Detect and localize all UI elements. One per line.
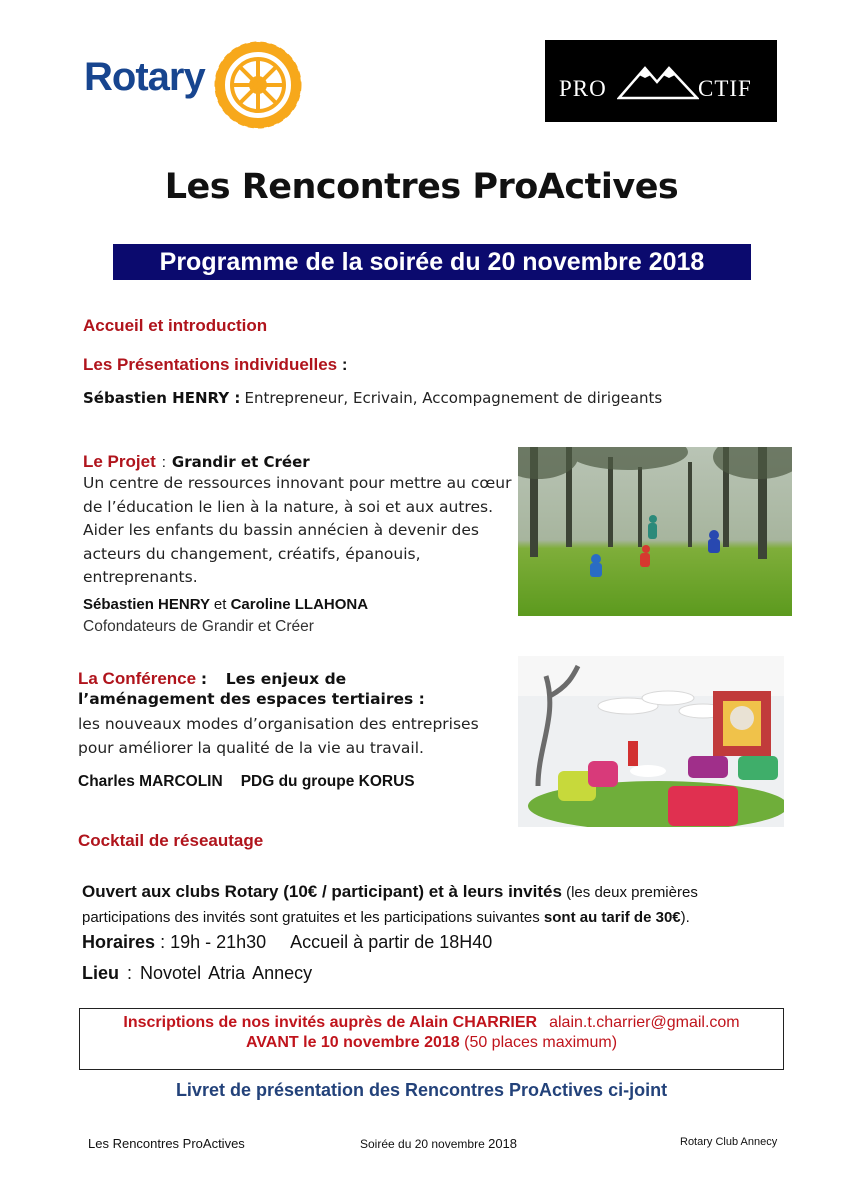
footer-left: Les Rencontres ProActives [88,1136,245,1151]
section-projet-heading [83,452,310,472]
program-banner-text: Programme de la soirée du 20 novembre 2018 [159,248,705,276]
founder-1: Sébastien HENRY [83,596,210,613]
section-presentations-colon: : [337,355,348,374]
section-projet-subtitle: Grandir et Créer [171,453,310,471]
speaker-henry-desc: Entrepreneur, Ecrivain, Accompagnement de dirigeants [244,389,663,407]
children-forest-photo [518,447,792,616]
venue-line [82,963,312,984]
participation-info-rest: (les deux premières participations des invités sont gratuites et les participations suivantes [82,884,698,926]
program-banner [113,244,751,280]
rotary-wheel-icon [213,40,303,130]
registration-deadline: AVANT le 10 novembre 2018 [245,1034,460,1051]
footer-center-label: Soirée du 20 novembre [360,1137,485,1151]
office-lounge-photo [518,656,784,827]
rotary-wordmark: Rotary [84,55,205,99]
section-conference-subtitle-1: Les enjeux de [225,670,347,688]
mountain-icon [617,60,699,100]
projet-founders [83,596,368,613]
section-projet-label: Le Projet [83,452,156,471]
schedule-label: Horaires [82,932,156,952]
section-conference-description: les nouveaux modes d’organisation des entreprises pour améliorer la qualité de la vie au travail. [78,715,479,757]
registration-email[interactable]: alain.t.charrier@gmail.com [549,1014,740,1031]
section-presentations-label: Les Présentations individuelles [83,355,338,374]
schedule-reception: Accueil à partir de 18H40 [290,932,493,952]
section-conference-separator: : [200,670,208,688]
venue-value: : Novotel Atria Annecy [127,963,313,983]
section-projet-separator: : [161,454,166,471]
proactif-logo-right: CTIF [698,76,752,101]
section-conference-heading [78,669,518,709]
proactif-logo-left: PRO [559,76,607,101]
proactif-logo [545,40,777,122]
footer-right: Rotary Club Annecy [680,1136,778,1148]
participation-info-end: ). [680,909,690,926]
founder-2: Caroline LLAHONA [230,596,369,613]
section-conference-subtitle-colon: : [413,690,425,708]
speaker-henry [83,389,662,407]
section-cocktail: Cocktail de réseautage [78,831,264,850]
schedule-line [82,932,492,953]
conference-speaker-role: PDG du groupe KORUS [240,773,415,790]
founders-and: et [213,596,227,613]
section-accueil: Accueil et introduction [83,316,268,335]
footer-center [360,1136,517,1151]
registration-line-1 [80,1014,783,1032]
participation-info-price: sont au tarif de 30€ [543,909,681,926]
registration-box [79,1008,784,1070]
conference-speaker-name: Charles MARCOLIN [78,773,223,790]
participation-info [82,880,782,930]
projet-founders-role: Cofondateurs de Grandir et Créer [83,618,314,635]
section-conference-label: La Conférence [78,669,197,688]
booklet-note: Livret de présentation des Rencontres ProActives ci-joint [175,1080,668,1100]
conference-speaker [78,773,415,791]
page-title: Les Rencontres ProActives [164,167,679,207]
section-projet-description: Un centre de ressources innovant pour mettre au cœur de l’éducation le lien à la nature, à soi et aux autres. Aider les enfants du bassin annécien à devenir des acteurs du changement, créatifs, épanouis, entreprenants. [83,474,512,586]
registration-contact: Inscriptions de nos invités auprès de Alain CHARRIER [123,1014,538,1031]
venue-label: Lieu [82,963,120,983]
registration-capacity: (50 places maximum) [464,1034,618,1051]
speaker-henry-name: Sébastien HENRY : [83,389,241,407]
schedule-value: : 19h - 21h30 [160,932,267,952]
section-conference-subtitle-2: l’aménagement des espaces tertiaires [78,690,414,708]
section-presentations [83,355,348,375]
participation-info-bold: Ouvert aux clubs Rotary (10€ / participant) et à leurs invités [82,882,562,901]
registration-line-2 [80,1034,783,1052]
footer-center-year: 2018 [488,1136,518,1151]
